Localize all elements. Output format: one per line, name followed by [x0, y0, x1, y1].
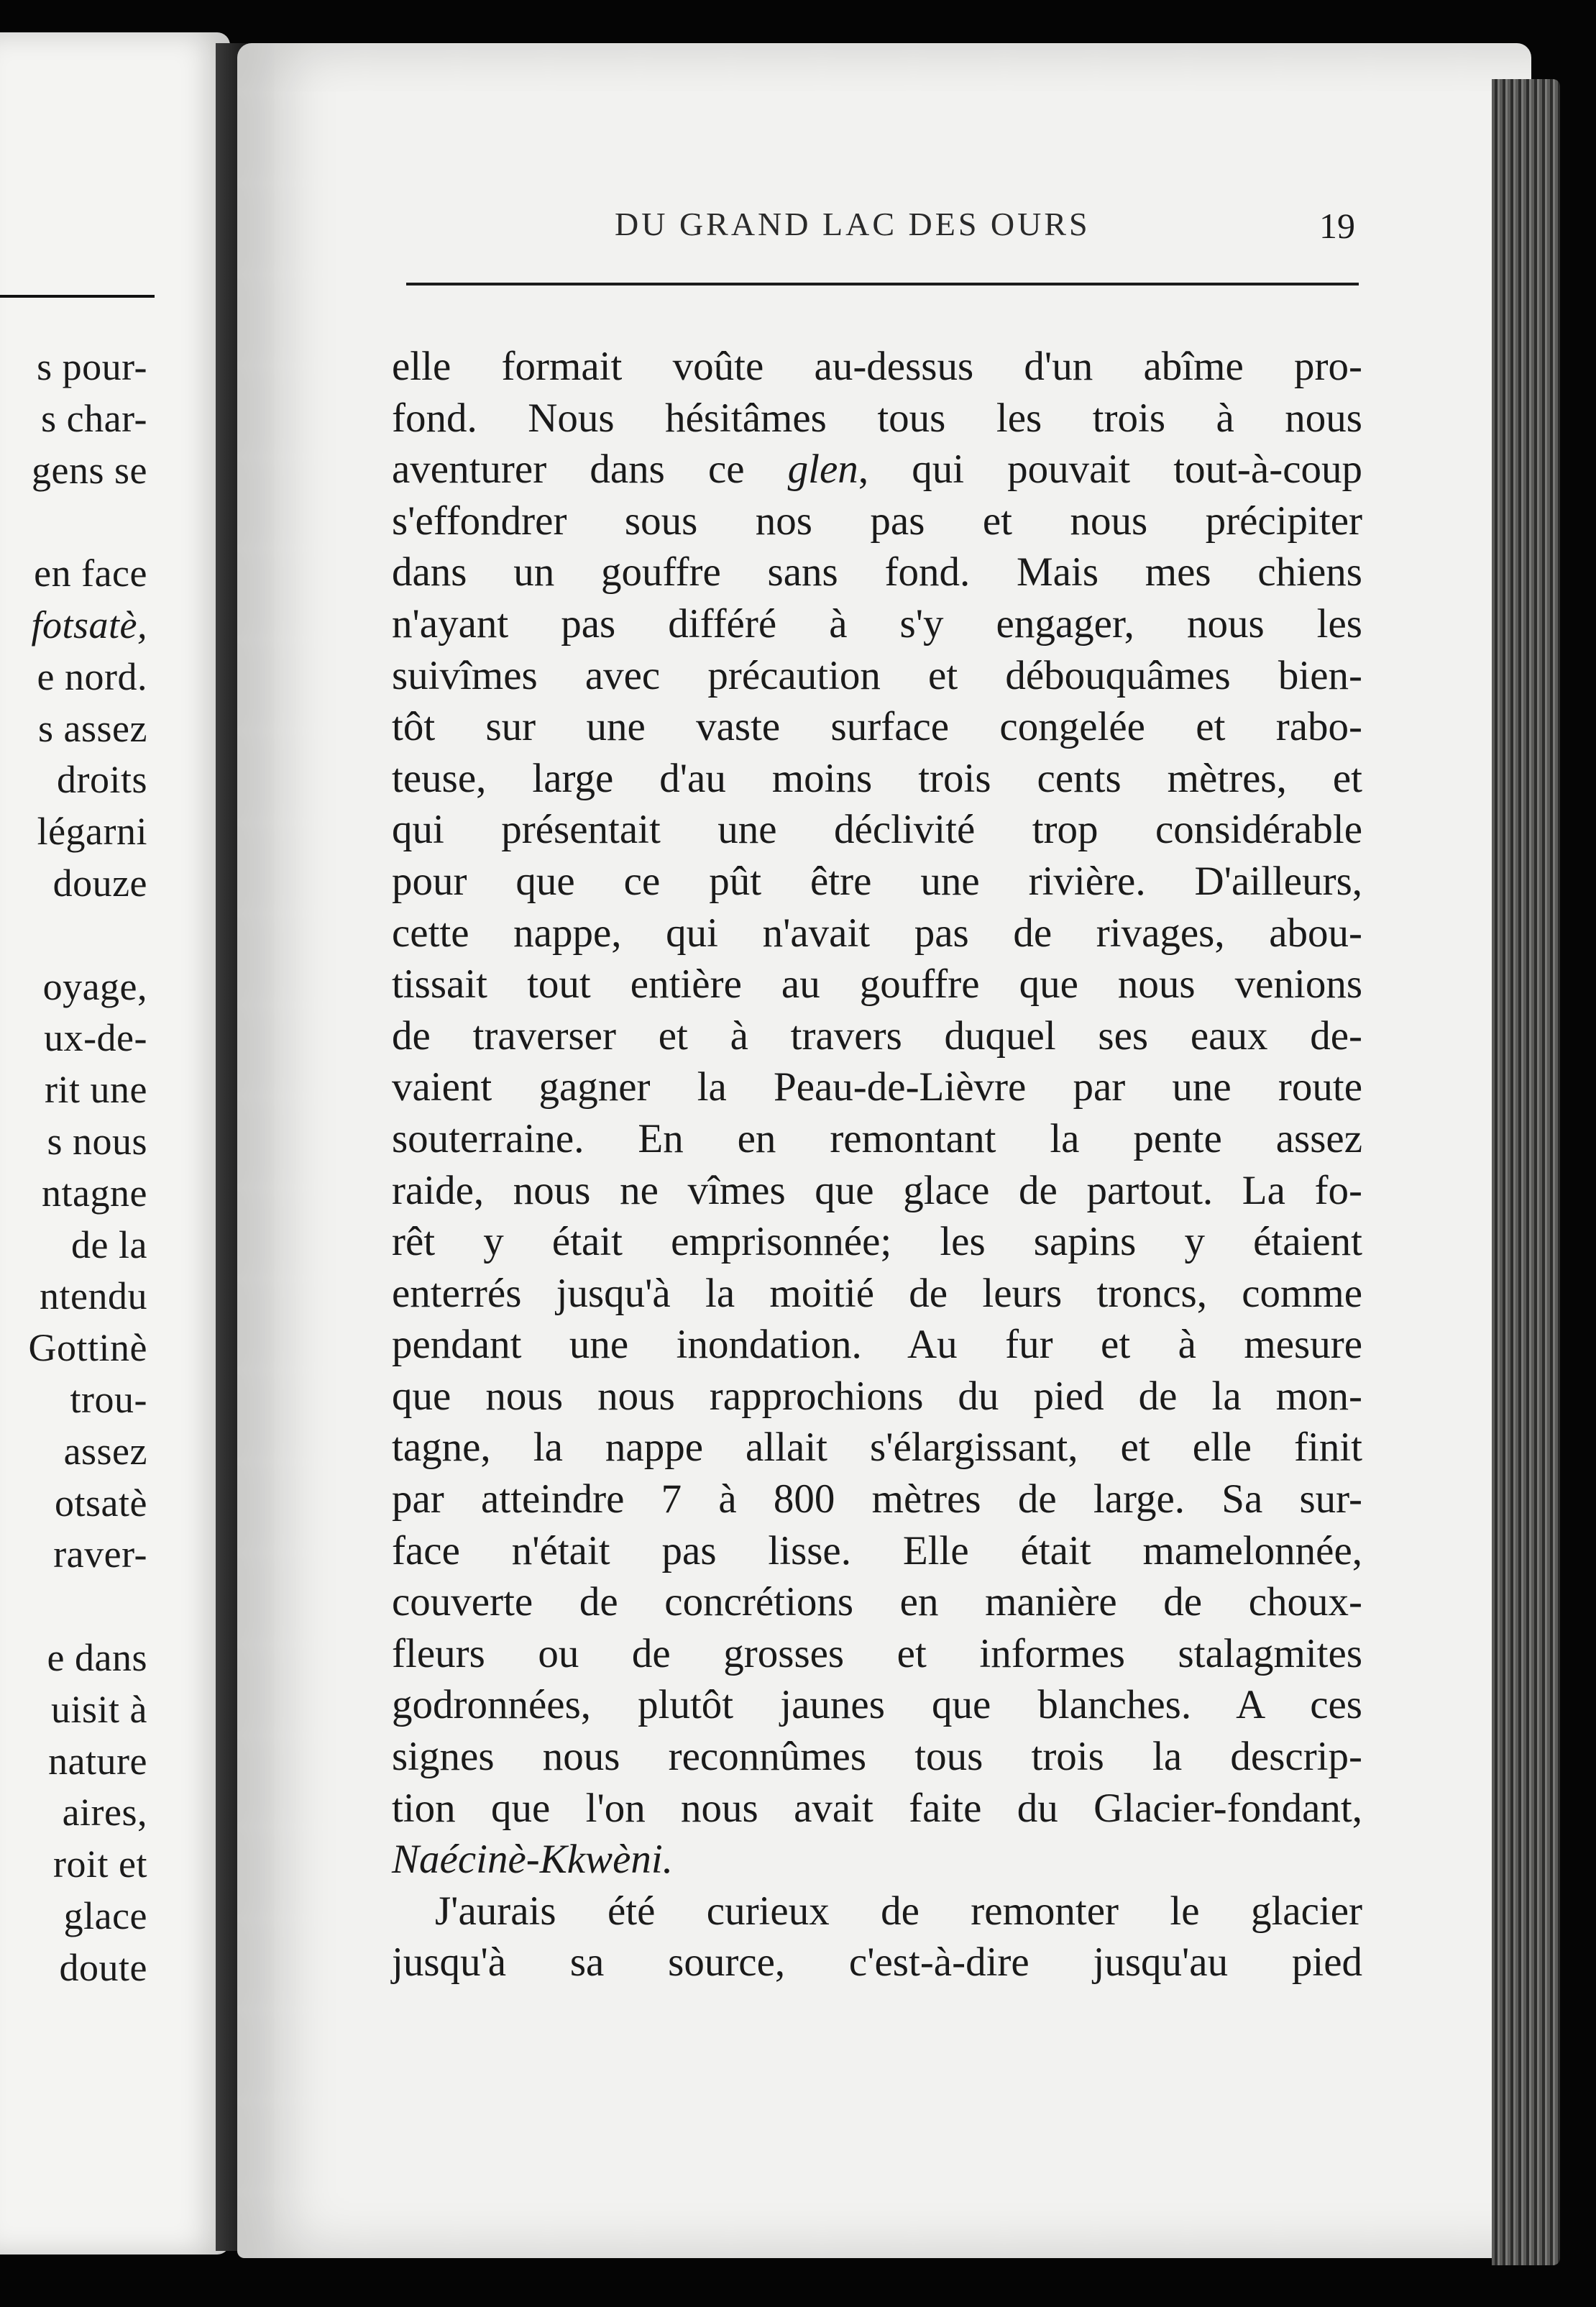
text-line: pendant une inondation. Au fur et à mesure: [392, 1322, 1362, 1368]
text-line: vaient gagner la Peau-de-Lièvre par une route: [392, 1064, 1362, 1110]
text-line: face n'était pas lisse. Elle était mamelonnée,: [392, 1527, 1362, 1573]
text-line: aventurer dans ce glen, qui pouvait tout-à-coup: [392, 447, 1362, 493]
text-line: suivîmes avec précaution et débouquâmes bien-: [392, 652, 1362, 698]
previous-page-line: droits: [56, 758, 147, 802]
previous-page-line: s assez: [38, 706, 147, 750]
text-line: fleurs ou de grosses et informes stalagmites: [392, 1630, 1362, 1676]
previous-page-line: doute: [59, 1945, 147, 1989]
text-line: tôt sur une vaste surface congelée et rabo-: [392, 704, 1362, 750]
previous-page-line: légarni: [37, 810, 147, 854]
text-line: cette nappe, qui n'avait pas de rivages, abou-: [392, 910, 1362, 956]
text-line: signes nous reconnûmes tous trois la descrip-: [392, 1734, 1362, 1780]
text-line: enterrés jusqu'à la moitié de leurs troncs, comme: [392, 1270, 1362, 1316]
page-edges: [1492, 79, 1560, 2265]
text-line: tagne, la nappe allait s'élargissant, et elle finit: [392, 1425, 1362, 1471]
previous-page-line: rit une: [45, 1068, 147, 1112]
previous-page-line: trou-: [70, 1377, 147, 1421]
page-number: 19: [1319, 206, 1355, 246]
previous-page-line: ntendu: [40, 1274, 147, 1318]
text-line: dans un gouffre sans fond. Mais mes chiens: [392, 549, 1362, 595]
previous-page-line: otsatè: [55, 1481, 147, 1525]
text-line: de traverser et à travers duquel ses eaux de-: [392, 1013, 1362, 1059]
text-line: pour que ce pût être une rivière. D'ailleurs,: [392, 858, 1362, 904]
text-line: fond. Nous hésitâmes tous les trois à nous: [392, 395, 1362, 441]
previous-page-line: ux-de-: [44, 1016, 147, 1060]
previous-page-line: [0, 1581, 147, 1632]
previous-page-line: raver-: [53, 1532, 147, 1576]
previous-page-line: en face: [34, 552, 147, 595]
text-line: n'ayant pas différé à s'y engager, nous les: [392, 600, 1362, 647]
previous-page-line: Gottinè: [28, 1326, 147, 1370]
text-line: raide, nous ne vîmes que glace de partout. La fo-: [392, 1167, 1362, 1213]
text-line: tissait tout entière au gouffre que nous venions: [392, 961, 1362, 1008]
previous-page-line: [0, 496, 147, 548]
previous-page-line: uisit à: [51, 1687, 147, 1731]
previous-page-line: s pour-: [37, 345, 147, 388]
text-line: souterraine. En en remontant la pente assez: [392, 1115, 1362, 1161]
previous-page-line: [0, 910, 147, 961]
text-line: J'aurais été curieux de remonter le glacier: [435, 1888, 1362, 1934]
previous-page-line: douze: [52, 861, 147, 905]
text-line: rêt y était emprisonnée; les sapins y étaient: [392, 1219, 1362, 1265]
running-head: DU GRAND LAC DES OURS: [615, 206, 1091, 242]
previous-page-line: e dans: [47, 1635, 147, 1679]
previous-page-rule: [0, 295, 155, 298]
previous-page-text: [0, 342, 147, 1994]
text-line: teuse, large d'au moins trois cents mètres, et: [392, 755, 1362, 801]
text-line: godronnées, plutôt jaunes que blanches. A ces: [392, 1682, 1362, 1728]
italic-word: glen: [787, 447, 858, 493]
previous-page-line: ntagne: [42, 1171, 147, 1215]
previous-page-line: oyage,: [42, 964, 147, 1008]
text-line: elle formait voûte au-dessus d'un abîme pro-: [392, 344, 1362, 389]
previous-page-line: s nous: [47, 1119, 147, 1163]
header-rule: [406, 283, 1359, 285]
text-line: Naécinè-Kkwèni.: [392, 1837, 673, 1883]
previous-page-line: de la: [71, 1223, 147, 1266]
text-line: s'effondrer sous nos pas et nous précipiter: [392, 498, 1362, 544]
previous-page-line: nature: [48, 1739, 147, 1783]
previous-page-line: s char-: [41, 396, 147, 440]
previous-page-line: roit et: [53, 1842, 147, 1886]
text-line: tion que l'on nous avait faite du Glacier-fondant,: [392, 1785, 1362, 1831]
previous-page-line: e nord.: [37, 654, 147, 698]
text-line: couverte de concrétions en manière de choux-: [392, 1579, 1362, 1625]
previous-page-line: aires,: [62, 1791, 147, 1835]
previous-page-line: gens se: [32, 448, 147, 492]
previous-page-line: assez: [63, 1429, 147, 1473]
text-line: jusqu'à sa source, c'est-à-dire jusqu'au pied: [392, 1940, 1362, 1986]
previous-page-line: fotsatè,: [31, 603, 147, 647]
previous-page: [0, 32, 230, 2255]
text-line: par atteindre 7 à 800 mètres de large. Sa sur-: [392, 1476, 1362, 1522]
text-line: qui présentait une déclivité trop considérable: [392, 807, 1362, 853]
previous-page-line: glace: [63, 1893, 147, 1937]
text-line: que nous nous rapprochions du pied de la mon-: [392, 1373, 1362, 1419]
body-text: [392, 341, 1362, 1988]
